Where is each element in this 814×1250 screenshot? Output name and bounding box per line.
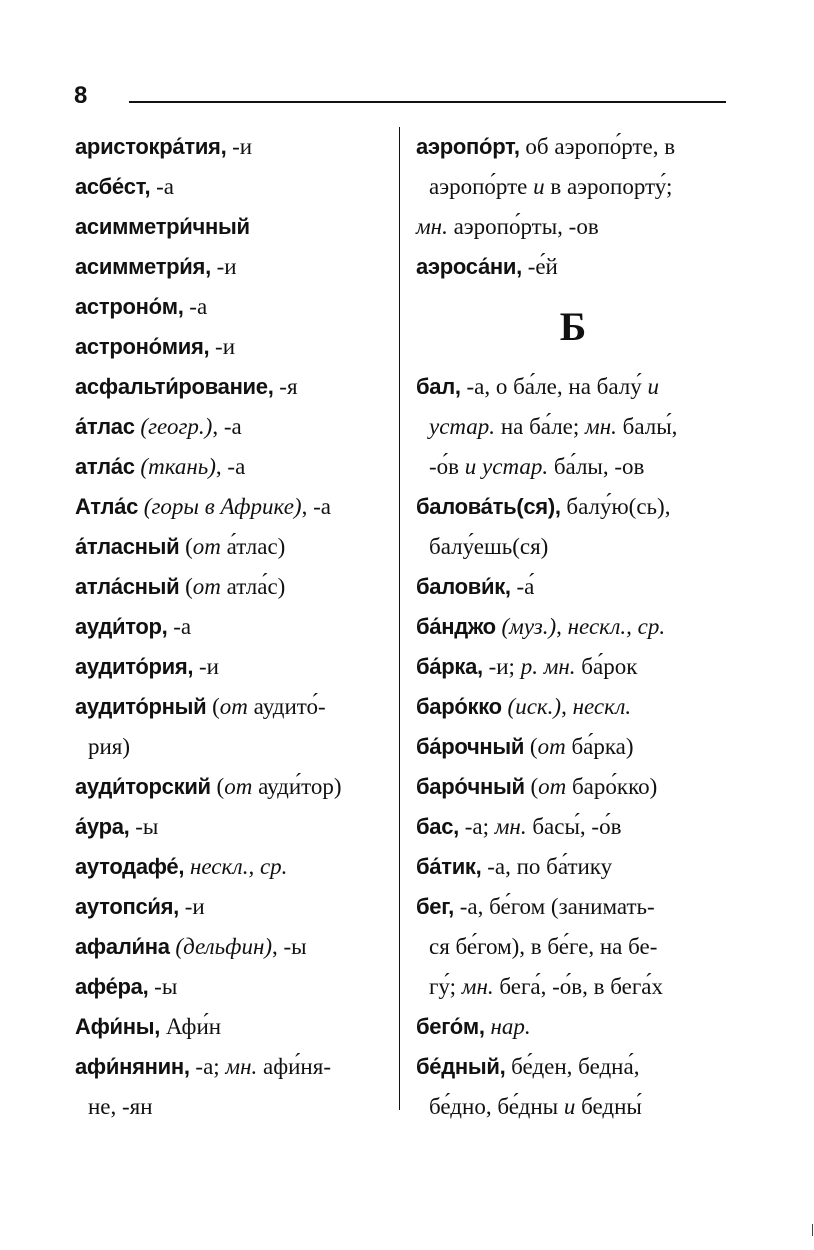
entry-text: -а bbox=[150, 174, 174, 199]
grammar-note: мн. bbox=[416, 214, 448, 239]
entry-continuation-line bbox=[416, 1087, 730, 1127]
entry-continuation-line bbox=[416, 927, 730, 967]
dictionary-entry-line bbox=[75, 567, 387, 607]
entry-text: , -ы bbox=[272, 934, 307, 959]
entry-text: -а bbox=[167, 614, 192, 639]
grammar-note: (геогр.) bbox=[134, 414, 213, 439]
headword: асфальти́рование, bbox=[75, 374, 274, 399]
entry-continuation-line bbox=[416, 407, 730, 447]
dictionary-entry-line bbox=[416, 247, 730, 287]
grammar-note: р. мн. bbox=[520, 654, 576, 679]
grammar-note: устар. bbox=[429, 414, 496, 439]
dictionary-entry-line bbox=[416, 607, 730, 647]
entry-text: ба́рка) bbox=[565, 734, 634, 759]
entry-text: -и bbox=[178, 894, 205, 919]
grammar-note: нар. bbox=[484, 1014, 531, 1039]
section-letter-heading: Б bbox=[559, 304, 587, 349]
headword: баро́кко bbox=[416, 694, 502, 719]
headword: ауди́торский bbox=[75, 774, 211, 799]
entry-text: баро́кко) bbox=[566, 774, 658, 799]
dictionary-entry-line bbox=[75, 807, 387, 847]
entry-text: -и bbox=[226, 134, 253, 159]
headword: аристокра́тия, bbox=[75, 134, 227, 159]
entry-text: -и; bbox=[482, 654, 521, 679]
page-number: 8 bbox=[74, 82, 88, 109]
entry-text: гу́; bbox=[429, 974, 462, 999]
headword: аэропо́рт, bbox=[416, 134, 520, 159]
headword: ба́тик, bbox=[416, 854, 482, 879]
entry-text: -а, о ба́ле, на балу́ bbox=[460, 374, 648, 399]
dictionary-entry-line bbox=[416, 647, 730, 687]
entry-continuation-line bbox=[416, 527, 730, 567]
grammar-note: нескл., ср. bbox=[567, 614, 666, 639]
entry-text: об аэропо́рте, в bbox=[519, 134, 676, 159]
entry-text: , -а bbox=[301, 494, 331, 519]
headword: а́ура, bbox=[75, 814, 130, 839]
grammar-note: (муз.) bbox=[495, 614, 557, 639]
entry-text: афи́ня- bbox=[257, 1054, 331, 1079]
dictionary-entry-line bbox=[416, 727, 730, 767]
headword: аэроса́ни, bbox=[416, 254, 522, 279]
entry-continuation-line bbox=[75, 1087, 387, 1127]
grammar-note: и bbox=[563, 1094, 576, 1119]
grammar-note: и bbox=[533, 174, 545, 199]
grammar-note: от bbox=[219, 694, 248, 719]
dictionary-entry-line bbox=[416, 487, 730, 527]
entry-text: аэропо́рте bbox=[429, 174, 534, 199]
entry-continuation-line bbox=[416, 447, 730, 487]
grammar-note: и устар. bbox=[464, 454, 549, 479]
headword: Афи́ны, bbox=[75, 1014, 161, 1039]
dictionary-entry-line bbox=[75, 127, 387, 167]
headword: афе́ра, bbox=[75, 974, 149, 999]
headword: атла́сный bbox=[75, 574, 180, 599]
entry-text: , bbox=[561, 694, 573, 719]
entry-text: , bbox=[556, 614, 568, 639]
entry-text: ауди́тор) bbox=[252, 774, 342, 799]
dictionary-entry-line bbox=[75, 647, 387, 687]
entry-text: ся бе́гом), в бе́ге, на бе- bbox=[429, 934, 658, 959]
dictionary-entry-line bbox=[75, 767, 387, 807]
entry-continuation-line bbox=[416, 967, 730, 1007]
entry-text: -а, бе́гом (занимать- bbox=[453, 894, 655, 919]
headword: асимметри́чный bbox=[75, 214, 250, 239]
grammar-note: (дельфин) bbox=[169, 934, 273, 959]
grammar-note: мн. bbox=[461, 974, 494, 999]
entry-text: -о́в bbox=[429, 454, 465, 479]
headword: бе́дный, bbox=[416, 1054, 506, 1079]
entry-text: -и bbox=[210, 254, 237, 279]
entry-text: , -а bbox=[215, 454, 246, 479]
grammar-note: нескл., ср. bbox=[184, 854, 288, 879]
entry-text: балы́, bbox=[616, 414, 678, 439]
right-column bbox=[416, 127, 730, 1127]
entry-text: ба́лы, -ов bbox=[548, 454, 645, 479]
dictionary-entry-line bbox=[75, 447, 387, 487]
dictionary-entry-line bbox=[416, 1047, 730, 1087]
dictionary-entry-line bbox=[75, 287, 387, 327]
entry-text: -а, по ба́тику bbox=[481, 854, 613, 879]
entry-text: ( bbox=[179, 574, 193, 599]
column-divider bbox=[399, 127, 400, 1110]
entry-text: бе́дно, бе́дны bbox=[429, 1094, 564, 1119]
dictionary-entry-line bbox=[75, 487, 387, 527]
grammar-note: мн. bbox=[494, 814, 527, 839]
dictionary-entry-line bbox=[75, 1007, 387, 1047]
dictionary-entry-line bbox=[416, 1007, 730, 1047]
entry-text: -ы bbox=[148, 974, 178, 999]
entry-text: -а bbox=[183, 294, 208, 319]
entry-text: -и bbox=[209, 334, 236, 359]
grammar-note: от bbox=[192, 534, 221, 559]
dictionary-entry-line bbox=[416, 887, 730, 927]
dictionary-entry-line bbox=[75, 887, 387, 927]
entry-text: атла́с) bbox=[220, 574, 286, 599]
entry-text: рия) bbox=[88, 734, 131, 759]
headword: аутопси́я, bbox=[75, 894, 179, 919]
headword: а́тласный bbox=[75, 534, 180, 559]
grammar-note: (ткань) bbox=[134, 454, 216, 479]
grammar-note: мн. bbox=[225, 1054, 258, 1079]
headword: атла́с bbox=[75, 454, 135, 479]
left-column bbox=[75, 127, 387, 1127]
entry-text: ( bbox=[179, 534, 193, 559]
headword: астроно́м, bbox=[75, 294, 184, 319]
headword: аутодафе́, bbox=[75, 854, 185, 879]
entry-text: ( bbox=[206, 694, 220, 719]
dictionary-entry-line bbox=[75, 927, 387, 967]
entry-text: а́тлас) bbox=[220, 534, 286, 559]
dictionary-entry-line bbox=[75, 167, 387, 207]
headword: Атла́с bbox=[75, 494, 139, 519]
dictionary-entry-line bbox=[416, 807, 730, 847]
entry-text: балу́ю(сь), bbox=[560, 494, 671, 519]
headword: балови́к, bbox=[416, 574, 511, 599]
entry-text: -а; bbox=[189, 1054, 226, 1079]
dictionary-entry-line bbox=[75, 247, 387, 287]
entry-text: ( bbox=[210, 774, 225, 799]
entry-text: бедны́ bbox=[575, 1094, 642, 1119]
headword: бег, bbox=[416, 894, 454, 919]
grammar-note: от bbox=[538, 774, 567, 799]
entry-text: в аэропорту́; bbox=[544, 174, 673, 199]
headword: ба́рочный bbox=[416, 734, 525, 759]
headword: ба́нджо bbox=[416, 614, 496, 639]
dictionary-entry-line bbox=[416, 567, 730, 607]
dictionary-entry-line bbox=[416, 767, 730, 807]
grammar-note: (иск.) bbox=[501, 694, 562, 719]
headword: балова́ть(ся), bbox=[416, 494, 561, 519]
headword: аудито́рный bbox=[75, 694, 207, 719]
headword: афали́на bbox=[75, 934, 170, 959]
entry-text: аудито́- bbox=[247, 694, 326, 719]
headword: асимметри́я, bbox=[75, 254, 211, 279]
headword: баро́чный bbox=[416, 774, 525, 799]
entry-continuation-line bbox=[75, 727, 387, 767]
entry-text: балу́ешь(ся) bbox=[429, 534, 549, 559]
headword: бас, bbox=[416, 814, 459, 839]
grammar-note: нескл. bbox=[572, 694, 632, 719]
entry-text: ба́рок bbox=[575, 654, 638, 679]
entry-text: ( bbox=[524, 774, 539, 799]
dictionary-entry-line bbox=[75, 367, 387, 407]
entry-text: -ы bbox=[129, 814, 159, 839]
entry-text: не, -ян bbox=[88, 1094, 153, 1119]
entry-text: на ба́ле; bbox=[495, 414, 586, 439]
headword: асбе́ст, bbox=[75, 174, 151, 199]
entry-text: басы́, -о́в bbox=[526, 814, 622, 839]
entry-text: бе́ден, бедна́, bbox=[505, 1054, 640, 1079]
dictionary-entry-line bbox=[416, 127, 730, 167]
dictionary-entry-line bbox=[75, 967, 387, 1007]
headword: афи́нянин, bbox=[75, 1054, 190, 1079]
headword: аудито́рия, bbox=[75, 654, 194, 679]
grammar-note: от bbox=[224, 774, 253, 799]
dictionary-entry-line bbox=[75, 407, 387, 447]
entry-text: -я bbox=[273, 374, 298, 399]
headword: астроно́мия, bbox=[75, 334, 210, 359]
entry-text: -е́й bbox=[521, 254, 558, 279]
entry-text: , -а bbox=[212, 414, 242, 439]
dictionary-entry-line bbox=[75, 1047, 387, 1087]
edge-tick bbox=[812, 1224, 813, 1236]
dictionary-entry-line bbox=[75, 687, 387, 727]
entry-continuation-line bbox=[416, 167, 730, 207]
entry-text: бега́, -о́в, в бега́х bbox=[493, 974, 664, 999]
entry-text: аэропо́рты, -ов bbox=[447, 214, 599, 239]
headword: а́тлас bbox=[75, 414, 135, 439]
grammar-note: от bbox=[537, 734, 566, 759]
dictionary-entry-line bbox=[75, 327, 387, 367]
entry-text: -а; bbox=[458, 814, 495, 839]
grammar-note: от bbox=[192, 574, 221, 599]
dictionary-entry-line bbox=[75, 527, 387, 567]
grammar-note: и bbox=[647, 374, 659, 399]
headword: бал, bbox=[416, 374, 461, 399]
entry-text: Афи́н bbox=[160, 1014, 222, 1039]
entry-text: ( bbox=[524, 734, 538, 759]
entry-text: -и bbox=[193, 654, 219, 679]
dictionary-entry-line bbox=[75, 207, 387, 247]
dictionary-entry-line bbox=[416, 207, 730, 247]
headword: ба́рка, bbox=[416, 654, 483, 679]
headword: ауди́тор, bbox=[75, 614, 168, 639]
grammar-note: мн. bbox=[585, 414, 617, 439]
grammar-note: (горы в Африке) bbox=[138, 494, 302, 519]
headword: бего́м, bbox=[416, 1014, 485, 1039]
dictionary-entry-line bbox=[75, 607, 387, 647]
dictionary-entry-line bbox=[416, 687, 730, 727]
dictionary-entry-line bbox=[416, 847, 730, 887]
entry-text: -а́ bbox=[510, 574, 535, 599]
dictionary-entry-line bbox=[416, 367, 730, 407]
dictionary-entry-line bbox=[75, 847, 387, 887]
header-rule bbox=[129, 101, 726, 103]
